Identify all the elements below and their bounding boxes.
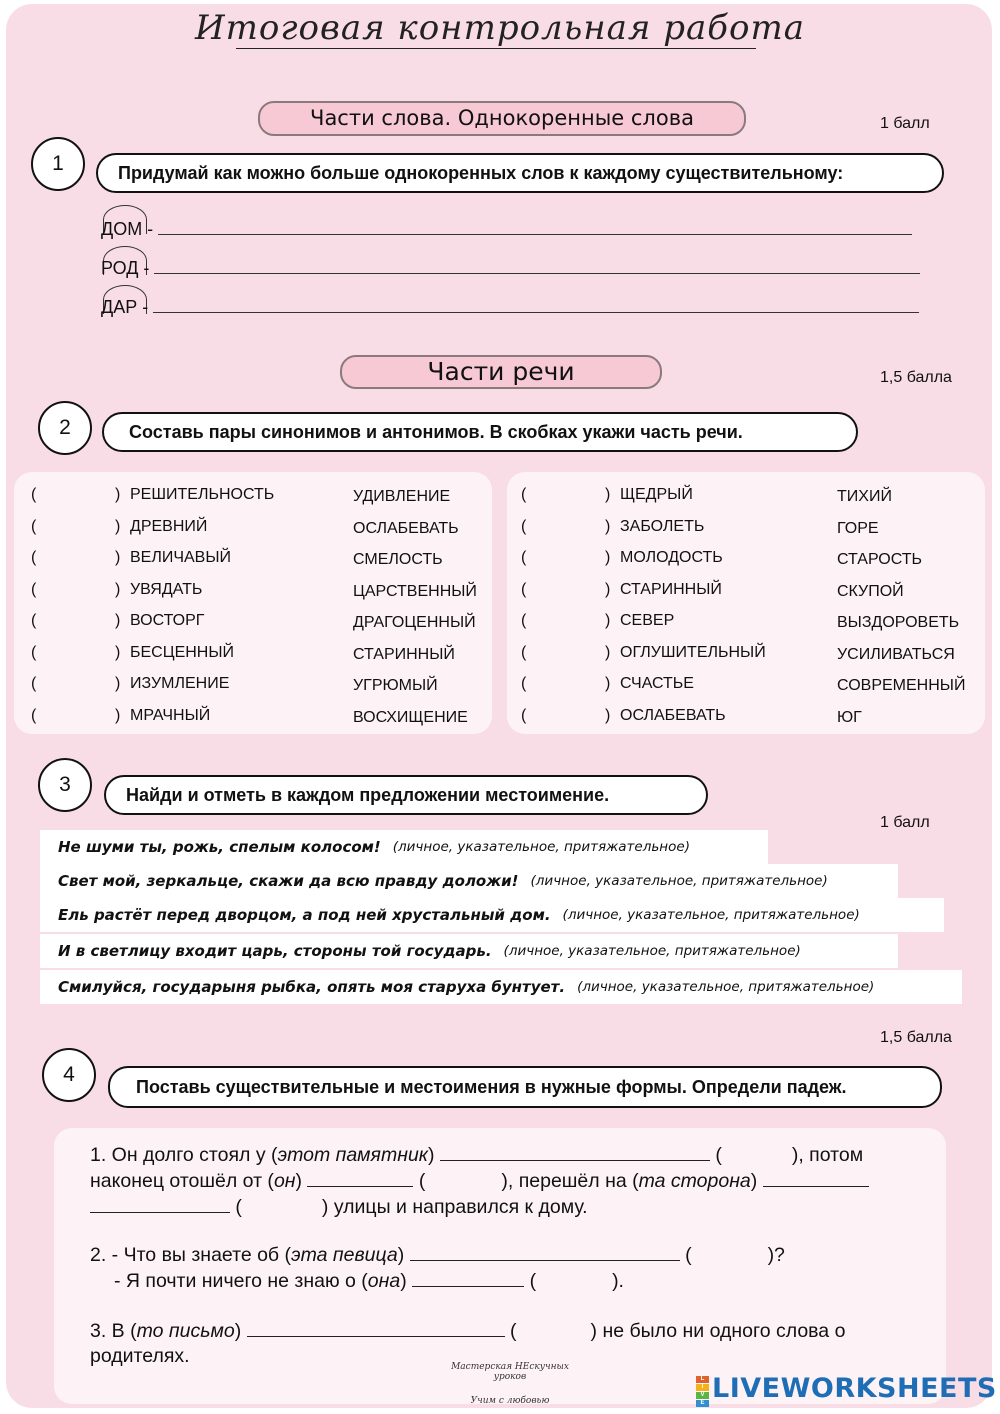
part-of-speech-close: ) <box>605 580 611 598</box>
pair-word[interactable]: ОСЛАБЕВАТЬ <box>620 706 726 724</box>
pair-match-word[interactable]: СТАРИННЫЙ <box>353 645 455 663</box>
pair-word[interactable]: ЗАБОЛЕТЬ <box>620 517 705 535</box>
pair-word[interactable]: СЧАСТЬЕ <box>620 675 694 692</box>
title-underline <box>236 48 756 49</box>
task4-item3: 3. В (то письмо) ( ) не было ни одного слова о родителях. <box>90 1320 846 1367</box>
pair-row <box>31 581 491 601</box>
pair-match-word[interactable]: УГРЮМЫЙ <box>353 677 438 694</box>
sentence-text[interactable]: Не шуми ты, рожь, спелым колосом! <box>58 838 381 856</box>
part-of-speech-close: ) <box>605 486 611 503</box>
sentence-options[interactable]: (личное, указательное, притяжательное) <box>530 873 828 889</box>
word-rod: РОД - <box>101 258 150 278</box>
answer-line-dom[interactable] <box>158 218 912 235</box>
pair-match-word[interactable]: УДИВЛЕНИЕ <box>353 488 451 505</box>
pair-match-word[interactable]: ГОРЕ <box>837 519 879 537</box>
part-of-speech-close: ) <box>115 612 121 629</box>
part-of-speech-close: ) <box>115 706 121 724</box>
answer-blank[interactable] <box>307 1168 413 1187</box>
part-of-speech-close: ) <box>605 706 611 724</box>
pair-row <box>31 675 491 695</box>
pair-word[interactable]: СЕВЕР <box>620 612 675 629</box>
pair-match-word[interactable]: ТИХИЙ <box>837 488 892 505</box>
part-of-speech-field[interactable]: ( <box>521 517 527 535</box>
pair-row <box>31 486 491 506</box>
answer-blank[interactable] <box>410 1242 680 1261</box>
pair-row <box>521 675 981 695</box>
pair-match-word[interactable]: УСИЛИВАТЬСЯ <box>837 645 955 663</box>
part-of-speech-field[interactable]: ( <box>521 486 527 503</box>
part-of-speech-field[interactable]: ( <box>521 580 527 598</box>
sentence-options[interactable]: (личное, указательное, притяжательное) <box>562 907 860 923</box>
pair-word[interactable]: УВЯДАТЬ <box>130 580 203 598</box>
task1-number: 1 <box>31 137 85 191</box>
part-of-speech-close: ) <box>115 517 121 535</box>
part-of-speech-field[interactable]: ( <box>31 517 37 535</box>
pair-match-word[interactable]: ЮГ <box>837 708 862 726</box>
answer-blank[interactable] <box>247 1318 505 1337</box>
part-of-speech-field[interactable]: ( <box>31 675 37 692</box>
pair-word[interactable]: ДРЕВНИЙ <box>130 517 208 535</box>
pair-match-word[interactable]: СМЕЛОСТЬ <box>353 551 443 568</box>
pair-row <box>521 486 981 506</box>
section2-points: 1,5 балла <box>880 369 952 386</box>
task4-instruction: Поставь существительные и местоимения в нужные формы. Определи падеж. <box>108 1066 942 1108</box>
pair-row <box>521 518 981 538</box>
liveworksheets-logo: LIVEWORKSHEETS <box>712 1373 997 1404</box>
section1-points: 1 балл <box>880 115 930 132</box>
task4-item2: 2. - Что вы знаете об (эта певица) ( )? - Я почти ничего не знаю о (она) ( ). <box>90 1244 785 1292</box>
part-of-speech-close: ) <box>605 549 611 566</box>
pair-match-word[interactable]: ДРАГОЦЕННЫЙ <box>353 614 476 631</box>
page-title: Итоговая контрольная работа <box>195 8 805 48</box>
word-row-dar <box>101 296 919 318</box>
part-of-speech-close: ) <box>115 675 121 692</box>
pair-row <box>521 707 981 727</box>
sentence-text[interactable]: Ель растёт перед дворцом, а под ней хрустальный дом. <box>58 906 551 924</box>
pair-word[interactable]: ВОСТОРГ <box>130 612 205 629</box>
part-of-speech-field[interactable]: ( <box>521 706 527 724</box>
task4-item1: 1. Он долго стоял у (этот памятник) ( ), потом наконец отошёл от (он) ( ), перешёл на (та сторона) ( ) улицы и направился к дому. <box>90 1142 930 1220</box>
task3-instruction: Найди и отметь в каждом предложении местоимение. <box>104 775 708 815</box>
pair-match-word[interactable]: СКУПОЙ <box>837 582 904 600</box>
sentence-text[interactable]: Смилуйся, государыня рыбка, опять моя старуха бунтует. <box>58 978 566 996</box>
pair-row <box>31 549 491 569</box>
part-of-speech-field[interactable]: ( <box>31 486 37 503</box>
pair-match-word[interactable]: СОВРЕМЕННЫЙ <box>837 677 966 694</box>
pair-match-word[interactable]: ВЫЗДОРОВЕТЬ <box>837 614 960 631</box>
task3-number: 3 <box>38 758 92 812</box>
section3-points: 1 балл <box>880 814 930 831</box>
part-of-speech-field[interactable]: ( <box>31 643 37 661</box>
part-of-speech-field[interactable]: ( <box>521 643 527 661</box>
part-of-speech-close: ) <box>115 580 121 598</box>
pair-word[interactable]: ИЗУМЛЕНИЕ <box>130 675 230 692</box>
part-of-speech-field[interactable]: ( <box>31 549 37 566</box>
part-of-speech-close: ) <box>115 549 121 566</box>
pair-row <box>521 549 981 569</box>
answer-line-rod[interactable] <box>154 257 920 274</box>
pair-row <box>31 518 491 538</box>
part-of-speech-field[interactable]: ( <box>521 612 527 629</box>
pair-word[interactable]: МРАЧНЫЙ <box>130 706 211 724</box>
part-of-speech-field[interactable]: ( <box>31 580 37 598</box>
pair-match-word[interactable]: ЦАРСТВЕННЫЙ <box>353 582 477 600</box>
pair-word[interactable]: ЩЕДРЫЙ <box>620 486 693 503</box>
answer-blank[interactable] <box>440 1142 710 1161</box>
word-row-dom <box>101 218 912 240</box>
pair-match-word[interactable]: ОСЛАБЕВАТЬ <box>353 519 459 537</box>
part-of-speech-field[interactable]: ( <box>31 706 37 724</box>
pair-word[interactable]: ОГЛУШИТЕЛЬНЫЙ <box>620 643 766 661</box>
part-of-speech-close: ) <box>605 517 611 535</box>
pair-word[interactable]: СТАРИННЫЙ <box>620 580 722 598</box>
sentence-options[interactable]: (личное, указательное, притяжательное) <box>503 943 801 959</box>
author-logo: Мастерская НЕскучных уроков Учим с любовью <box>451 1362 569 1406</box>
pair-word[interactable]: БЕСЦЕННЫЙ <box>130 643 235 661</box>
part-of-speech-close: ) <box>605 612 611 629</box>
section1-header: Части слова. Однокоренные слова <box>258 101 746 136</box>
sentence-text[interactable]: Свет мой, зеркальце, скажи да всю правду доложи! <box>58 872 519 890</box>
pair-row <box>31 612 491 632</box>
pair-row <box>521 581 981 601</box>
task1-instruction: Придумай как можно больше однокоренных слов к каждому существительному: <box>96 153 944 193</box>
part-of-speech-close: ) <box>115 643 121 661</box>
pair-match-word[interactable]: СТАРОСТЬ <box>837 551 922 568</box>
pair-word[interactable]: РЕШИТЕЛЬНОСТЬ <box>130 486 275 503</box>
part-of-speech-close: ) <box>605 675 611 692</box>
answer-line-dar[interactable] <box>153 296 919 313</box>
sentence-row <box>40 864 898 898</box>
sentence-row <box>40 970 962 1004</box>
pair-word[interactable]: МОЛОДОСТЬ <box>620 549 723 566</box>
part-of-speech-field[interactable]: ( <box>31 612 37 629</box>
sentence-text[interactable]: И в светлицу входит царь, стороны той государь. <box>58 942 492 960</box>
part-of-speech-field[interactable]: ( <box>521 549 527 566</box>
pair-word[interactable]: ВЕЛИЧАВЫЙ <box>130 549 232 566</box>
sentence-row <box>40 898 944 932</box>
sentence-row <box>40 830 768 864</box>
answer-blank[interactable] <box>763 1168 869 1187</box>
sentence-row <box>40 934 898 968</box>
section2-header: Части речи <box>340 355 662 389</box>
part-of-speech-close: ) <box>115 486 121 503</box>
pair-row <box>31 644 491 664</box>
section4-points: 1,5 балла <box>880 1029 952 1046</box>
task4-number: 4 <box>42 1048 96 1102</box>
pair-row <box>521 612 981 632</box>
answer-blank[interactable] <box>412 1268 524 1287</box>
pair-row <box>31 707 491 727</box>
pair-row <box>521 644 981 664</box>
brand-blocks: L I V E <box>696 1376 709 1408</box>
pair-match-word[interactable]: ВОСХИЩЕНИЕ <box>353 708 468 726</box>
word-row-rod <box>101 257 920 279</box>
sentence-options[interactable]: (личное, указательное, притяжательное) <box>392 839 690 855</box>
part-of-speech-close: ) <box>605 643 611 661</box>
task2-instruction: Составь пары синонимов и антонимов. В скобках укажи часть речи. <box>102 412 858 452</box>
part-of-speech-field[interactable]: ( <box>521 675 527 692</box>
answer-blank[interactable] <box>90 1194 230 1213</box>
task2-number: 2 <box>38 401 92 455</box>
sentence-options[interactable]: (личное, указательное, притяжательное) <box>577 979 875 995</box>
word-dom: ДОМ - <box>101 219 154 239</box>
word-dar: ДАР - <box>101 297 149 317</box>
